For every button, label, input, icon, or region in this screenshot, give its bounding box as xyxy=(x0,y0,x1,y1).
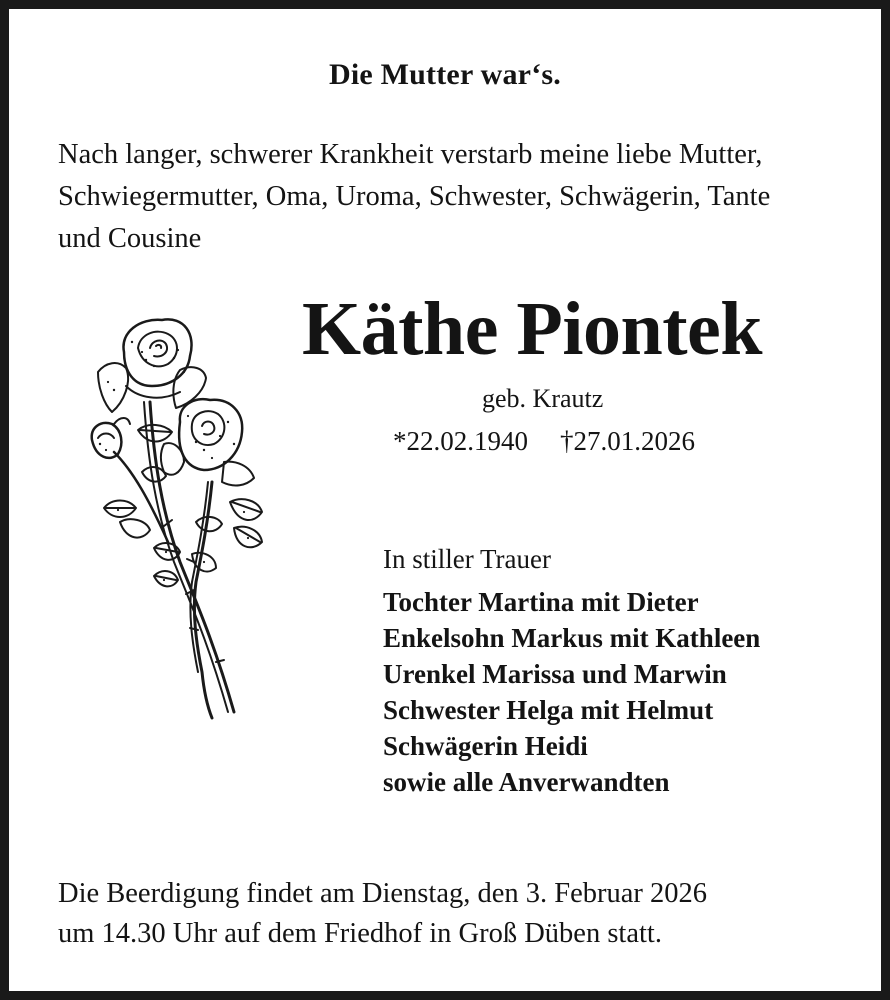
funeral-line: um 14.30 Uhr auf dem Friedhof in Groß Düben statt. xyxy=(58,918,662,949)
life-dates xyxy=(393,426,695,457)
maiden-name: geb. Krautz xyxy=(482,384,604,413)
death-date: †27.01.2026 xyxy=(560,426,695,456)
mourner-entry: sowie alle Anverwandten xyxy=(383,767,670,797)
intro-line: Nach langer, schwerer Krankheit verstarb meine liebe Mutter, xyxy=(58,139,763,170)
mourner-entry: Tochter Martina mit Dieter xyxy=(383,587,699,617)
mourner-entry: Urenkel Marissa und Marwin xyxy=(383,659,727,689)
intro-text xyxy=(58,134,838,260)
intro-line: und Cousine xyxy=(58,223,202,254)
mourner-entry: Schwester Helga mit Helmut xyxy=(383,695,714,725)
deceased-name: Käthe Piontek xyxy=(302,287,763,371)
birth-date: *22.02.1940 xyxy=(393,426,528,456)
mourner-entry: Enkelsohn Markus mit Kathleen xyxy=(383,623,761,653)
rose-drawing-icon xyxy=(84,312,284,722)
mourning-intro: In stiller Trauer xyxy=(383,544,551,574)
mourner-entry: Schwägerin Heidi xyxy=(383,731,588,761)
headline: Die Mutter war‘s. xyxy=(329,58,561,91)
mourners-list xyxy=(383,584,760,800)
funeral-info xyxy=(58,874,707,954)
intro-line: Schwiegermutter, Oma, Uroma, Schwester, Schwägerin, Tante xyxy=(58,181,771,212)
funeral-line: Die Beerdigung findet am Dienstag, den 3. Februar 2026 xyxy=(58,878,708,909)
